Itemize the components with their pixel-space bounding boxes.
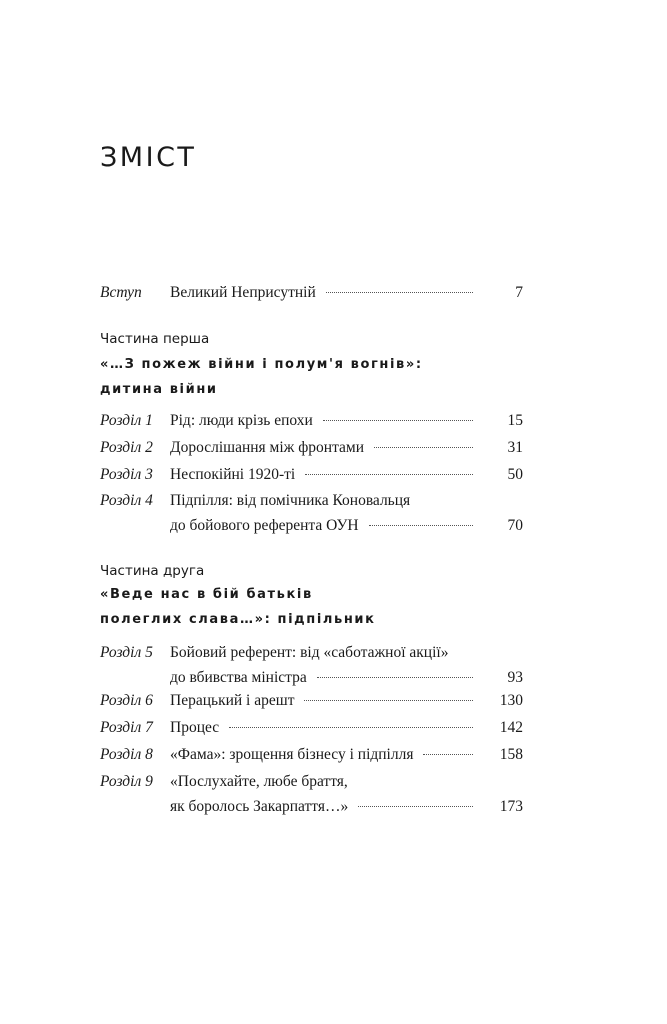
entry-label: Розділ 2 (100, 439, 153, 456)
entry-page-number: 31 (507, 439, 523, 456)
entry-label: Розділ 1 (100, 412, 153, 429)
dot-leader (229, 727, 473, 728)
entry-label: Розділ 5 (100, 644, 153, 661)
entry-page-number: 173 (499, 798, 523, 815)
entry-page-number: 15 (507, 412, 523, 429)
entry-title: Дорослішання між фронтами (170, 439, 365, 456)
entry-title: «Послухайте, любе браття, (170, 773, 348, 790)
page-title: ЗМІСТ (100, 142, 197, 173)
entry-title: «Фама»: зрощення бізнесу і підпілля (170, 746, 414, 763)
part-label: Частина друга (100, 563, 205, 579)
part-title (100, 352, 540, 402)
entry-title: Великий Неприсутній (170, 284, 316, 301)
entry-page-number: 142 (499, 719, 523, 736)
entry-title: Неспокійні 1920-ті (170, 466, 296, 483)
entry-page-number: 70 (507, 517, 523, 534)
entry-label: Розділ 7 (100, 719, 153, 736)
dot-leader (317, 677, 473, 678)
entry-title: Процес (170, 719, 220, 736)
dot-leader (304, 700, 473, 701)
entry-label: Розділ 6 (100, 692, 153, 709)
entry-title: Бойовий референт: від «саботажної акції» (170, 644, 449, 661)
entry-label: Розділ 3 (100, 466, 153, 483)
dot-leader (323, 420, 473, 421)
entry-title-continued: як боролось Закарпаття…» (170, 798, 349, 815)
dot-leader (326, 292, 473, 293)
dot-leader (358, 806, 473, 807)
dot-leader (369, 525, 473, 526)
part-title-line: «…З пожеж війни і полум'я вогнів»: (100, 357, 423, 372)
entry-page-number: 130 (499, 692, 523, 709)
entry-label: Розділ 9 (100, 773, 153, 790)
entry-page-number: 158 (499, 746, 523, 763)
entry-title: Підпілля: від помічника Коновальця (170, 492, 411, 509)
entry-label: Розділ 8 (100, 746, 153, 763)
dot-leader (374, 447, 473, 448)
dot-leader (305, 474, 473, 475)
entry-title-continued: до бойового референта ОУН (170, 517, 359, 534)
entry-title-continued: до вбивства міністра (170, 669, 307, 686)
entry-page-number: 93 (507, 669, 523, 686)
dot-leader (423, 754, 473, 755)
entry-page-number: 7 (515, 284, 523, 301)
entry-label: Розділ 4 (100, 492, 153, 509)
part-label: Частина перша (100, 331, 210, 347)
entry-page-number: 50 (507, 466, 523, 483)
entry-title: Перацький і арешт (170, 692, 295, 709)
part-title-line: «Веде нас в бій батьків (100, 587, 313, 602)
entry-label: Вступ (100, 284, 142, 301)
entry-title: Рід: люди крізь епохи (170, 412, 313, 429)
part-title-line: дитина війни (100, 382, 218, 397)
part-title (100, 582, 540, 632)
part-title-line: полеглих слава…»: підпільник (100, 612, 376, 627)
